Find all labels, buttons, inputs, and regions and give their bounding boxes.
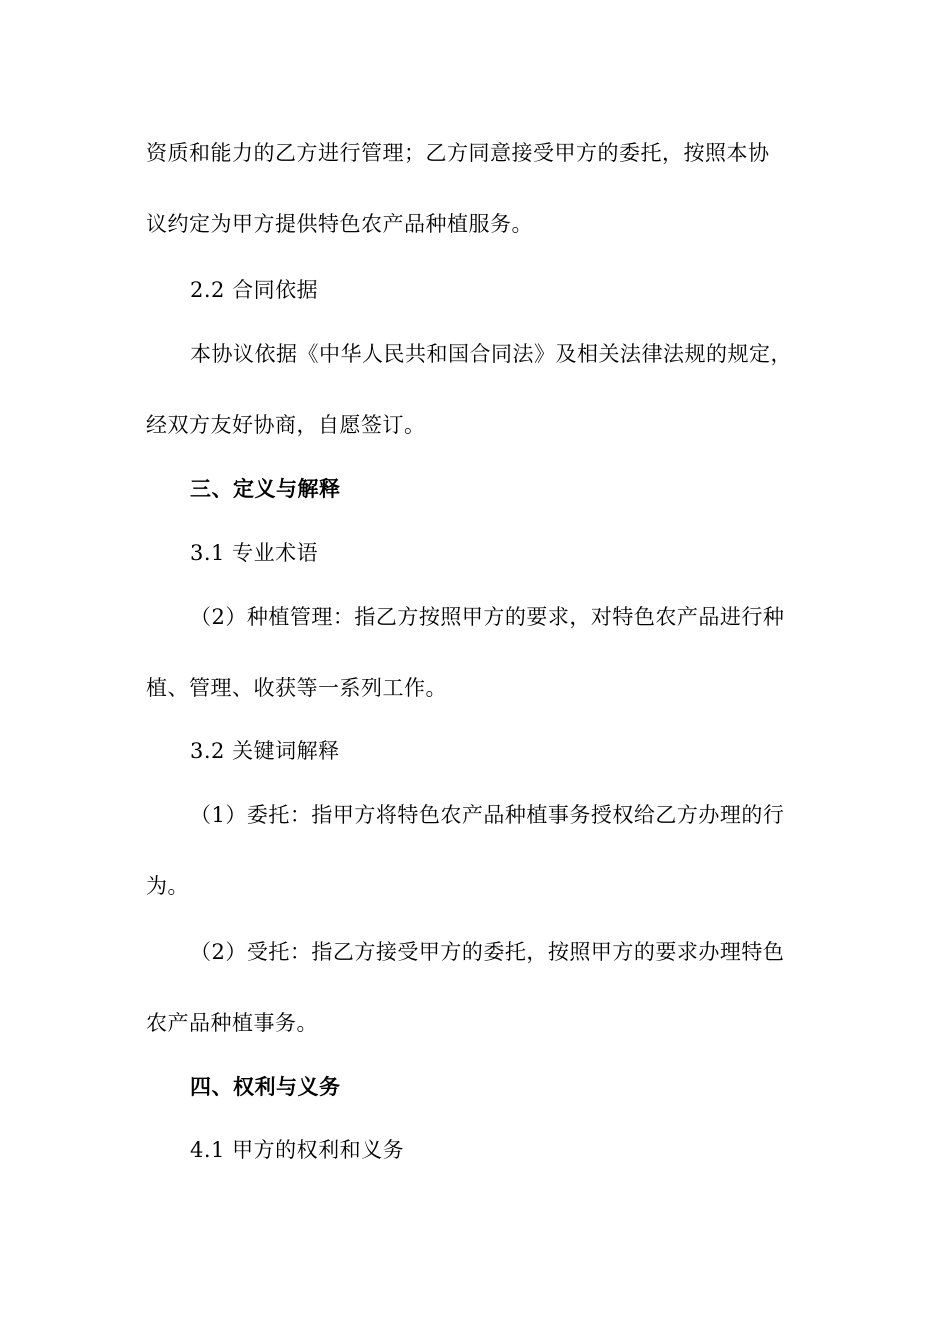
paragraph-line-7: （1）委托：指甲方将特色农产品种植事务授权给乙方办理的行 <box>190 803 785 827</box>
section-heading-3-1: 3.1 专业术语 <box>190 541 319 565</box>
paragraph-line-4: 经双方友好协商，自愿签订。 <box>146 413 426 437</box>
section-heading-4-1: 4.1 甲方的权利和义务 <box>190 1138 405 1162</box>
paragraph-line-1: 资质和能力的乙方进行管理；乙方同意接受甲方的委托，按照本协 <box>146 141 770 165</box>
paragraph-line-9: （2）受托：指乙方接受甲方的委托，按照甲方的要求办理特色 <box>190 940 785 964</box>
paragraph-line-5: （2）种植管理：指乙方按照甲方的要求，对特色农产品进行种 <box>190 605 785 629</box>
paragraph-line-6: 植、管理、收获等一系列工作。 <box>146 676 447 700</box>
chapter-heading-3: 三、定义与解释 <box>190 476 341 501</box>
paragraph-line-8: 为。 <box>146 874 189 898</box>
section-heading-3-2: 3.2 关键词解释 <box>190 739 340 763</box>
paragraph-line-3: 本协议依据《中华人民共和国合同法》及相关法律法规的规定， <box>190 342 792 366</box>
paragraph-line-2: 议约定为甲方提供特色农产品种植服务。 <box>146 212 533 236</box>
chapter-heading-4: 四、权利与义务 <box>190 1074 341 1099</box>
section-heading-2-2: 2.2 合同依据 <box>190 278 319 302</box>
paragraph-line-10: 农产品种植事务。 <box>146 1011 318 1035</box>
